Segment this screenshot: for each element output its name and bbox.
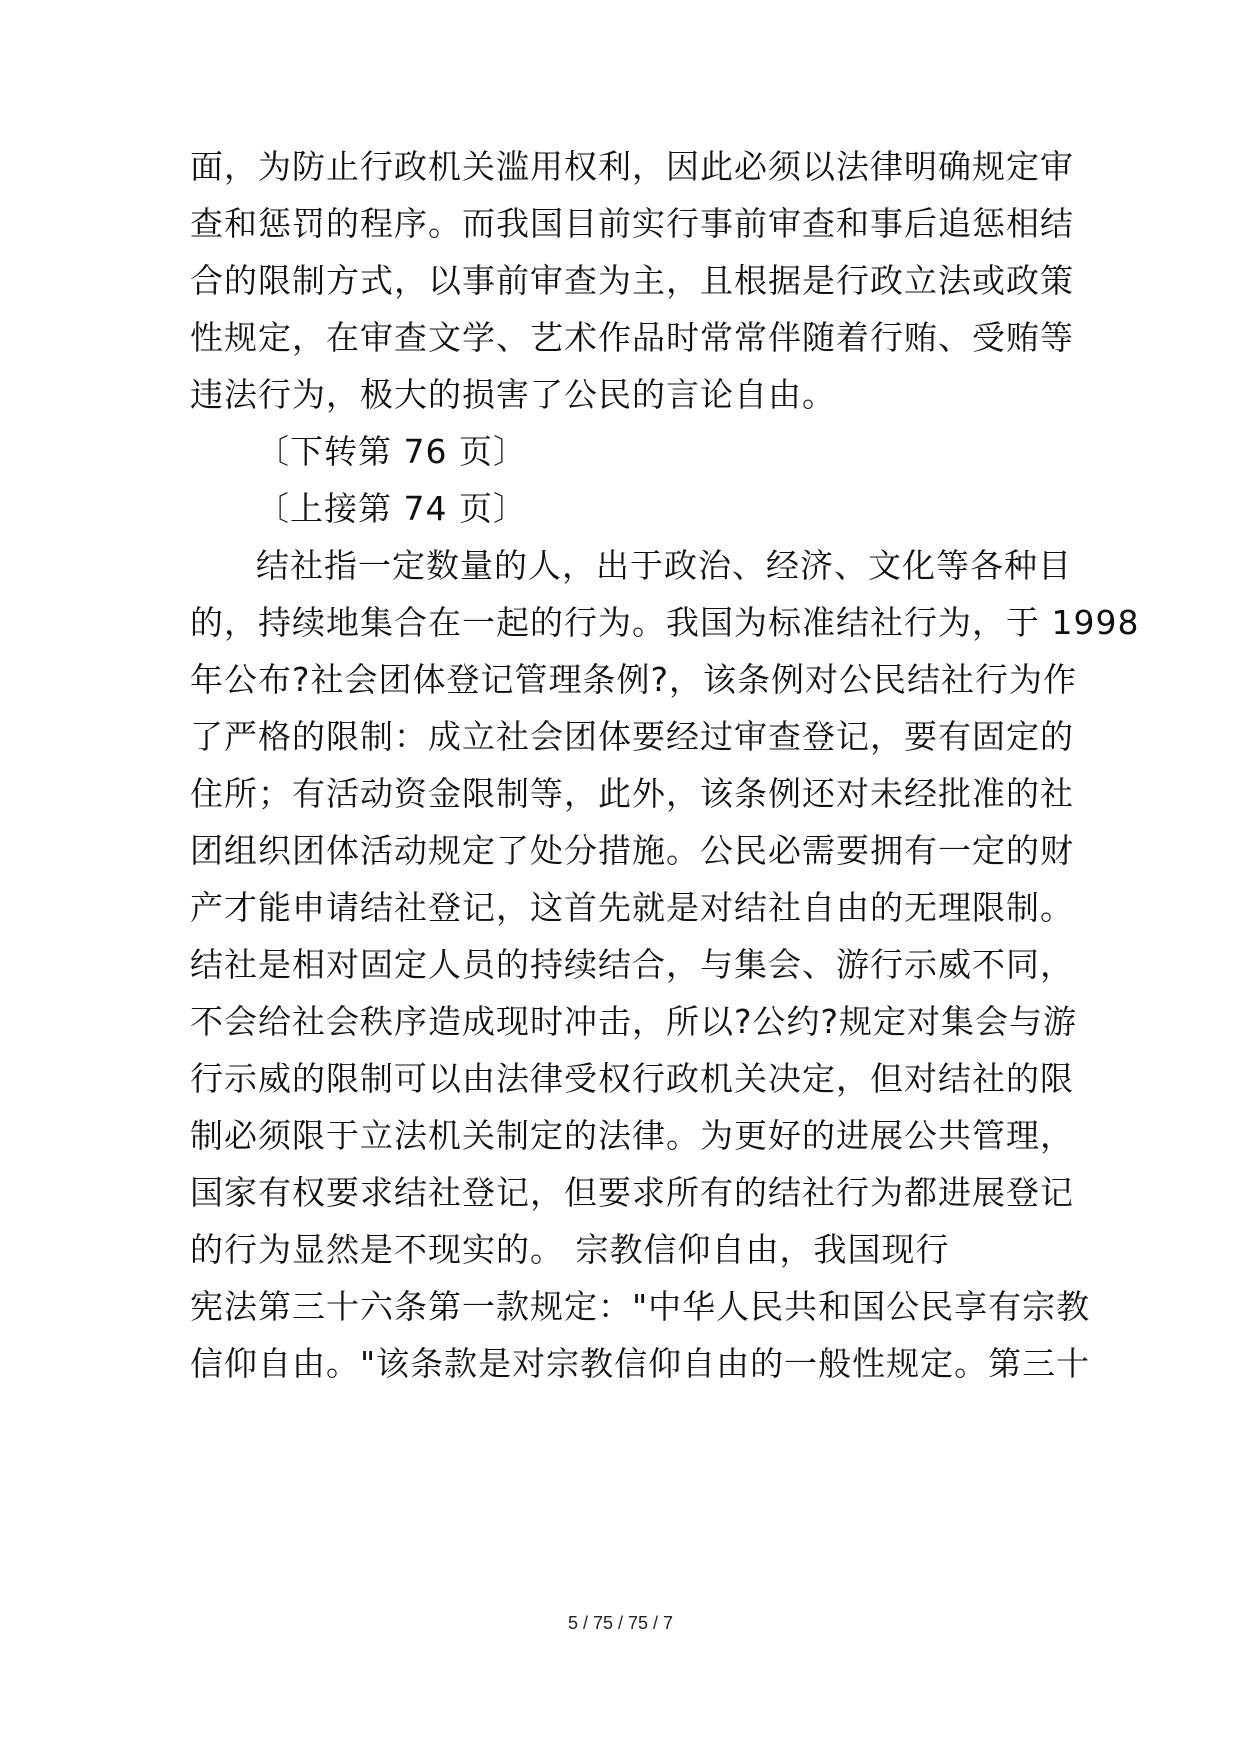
text-line: 团组织团体活动规定了处分措施。公民必需要拥有一定的财 xyxy=(190,831,1074,870)
text-line: 国家有权要求结社登记，但要求所有的结社行为都进展登记 xyxy=(190,1173,1074,1212)
text-line: 行示威的限制可以由法律受权行政机关决定，但对结社的限 xyxy=(190,1059,1074,1098)
text-line: 查和惩罚的程序。而我国目前实行事前审查和事后追惩相结 xyxy=(190,204,1074,243)
text-line: 的，持续地集合在一起的行为。我国为标准结社行为，于 1998 xyxy=(190,603,1140,642)
text-line: 违法行为，极大的损害了公民的言论自由。 xyxy=(190,375,836,414)
text-line: 制必须限于立法机关制定的法律。为更好的进展公共管理， xyxy=(190,1116,1074,1155)
text-line: 合的限制方式，以事前审查为主，且根据是行政立法或政策 xyxy=(190,261,1074,300)
text-line: 的行为显然是不现实的。 宗教信仰自由，我国现行 xyxy=(190,1230,950,1269)
text-line: 信仰自由。"该条款是对宗教信仰自由的一般性规定。第三十 xyxy=(190,1344,1091,1383)
page-number-footer: 5 / 75 / 75 / 7 xyxy=(567,1613,674,1633)
page-continuation-note: 〔上接第 74 页〕 xyxy=(256,489,527,528)
text-line: 性规定，在审查文学、艺术作品时常常伴随着行贿、受贿等 xyxy=(190,318,1074,357)
text-line: 年公布?社会团体登记管理条例?，该条例对公民结社行为作 xyxy=(190,660,1078,699)
text-line: 住所；有活动资金限制等，此外，该条例还对未经批准的社 xyxy=(190,774,1074,813)
text-line: 结社指一定数量的人，出于政治、经济、文化等各种目 xyxy=(256,546,1072,585)
text-line: 面，为防止行政机关滥用权利，因此必须以法律明确规定审 xyxy=(190,147,1074,186)
text-line: 结社是相对固定人员的持续结合，与集会、游行示威不同， xyxy=(190,945,1074,984)
text-line: 不会给社会秩序造成现时冲击，所以?公约?规定对集会与游 xyxy=(190,1002,1078,1041)
text-line: 宪法第三十六条第一款规定："中华人民共和国公民享有宗教 xyxy=(190,1287,1091,1326)
text-line: 了严格的限制：成立社会团体要经过审查登记，要有固定的 xyxy=(190,717,1074,756)
text-line: 产才能申请结社登记，这首先就是对结社自由的无理限制。 xyxy=(190,888,1074,927)
page-continuation-note: 〔下转第 76 页〕 xyxy=(256,432,527,471)
